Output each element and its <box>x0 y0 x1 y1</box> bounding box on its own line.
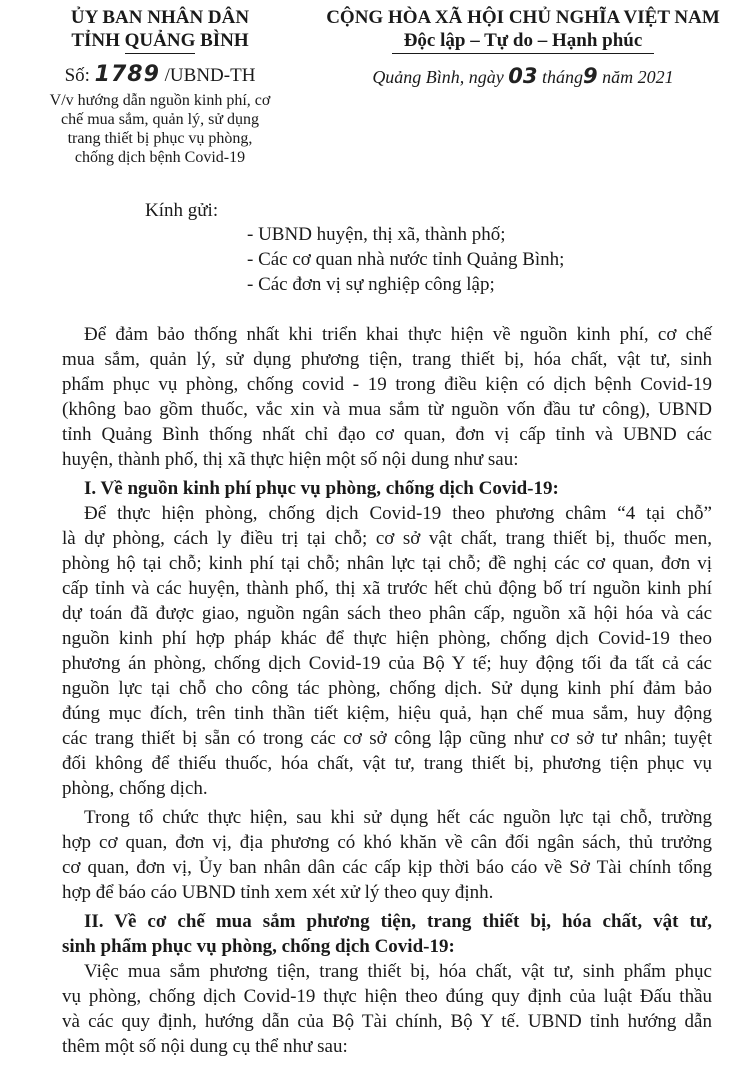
section-1-title: I. Về nguồn kinh phí phục vụ phòng, chống dịch Covid-19: <box>84 478 559 499</box>
date-place: Quảng Bình, ngày <box>372 67 504 87</box>
org-name-line1: ỦY BAN NHÂN DÂN <box>70 7 250 28</box>
text-line: phòng hộ tại chỗ; kinh phí tại chỗ; nhân lực tại chỗ; đề nghị các cơ quan, đơn vị <box>62 553 712 574</box>
addressee-item: - Các đơn vị sự nghiệp công lập; <box>247 274 495 295</box>
text-line: phẩm phục vụ phòng, chống covid - 19 trong điều kiện có dịch bệnh Covid-19 <box>62 374 712 395</box>
addressee-item: - Các cơ quan nhà nước tỉnh Quảng Bình; <box>247 249 565 270</box>
text-line: Trong tổ chức thực hiện, sau khi sử dụng hết các nguồn lực tại chỗ, trường <box>84 807 712 828</box>
text-line: phương án phòng, chống dịch Covid-19 của Bộ Y tế; huy động tối đa tất cả các <box>62 653 712 674</box>
date-month-label: tháng <box>542 67 584 87</box>
document-subject <box>30 91 290 167</box>
org-underline <box>125 53 195 54</box>
document-number-suffix: /UBND-TH <box>164 65 256 86</box>
section-1-paragraph-1 <box>62 501 712 801</box>
document-date <box>318 64 728 88</box>
text-line: thêm một số nội dung cụ thể như sau: <box>62 1036 348 1057</box>
section-2-title <box>62 909 712 959</box>
text-line: sinh phẩm phục vụ phòng, chống dịch Covid-19: <box>62 936 455 957</box>
text-line: cấp tỉnh và các huyện, thành phố, thị xã trước hết chủ động bố trí nguồn kinh phí <box>62 578 712 599</box>
date-month-handwritten: 9 <box>583 64 598 88</box>
text-line: tỉnh Quảng Bình thống nhất chỉ đạo cơ quan, đơn vị cấp tỉnh và UBND các <box>62 424 712 445</box>
subject-line: chế mua sắm, quản lý, sử dụng <box>61 111 259 128</box>
addressee-item: - UBND huyện, thị xã, thành phố; <box>247 224 506 245</box>
text-line: Việc mua sắm phương tiện, trang thiết bị, hóa chất, vật tư, sinh phẩm phục <box>84 961 712 982</box>
text-line: vụ phòng, chống dịch Covid-19 thực hiện theo đúng quy định của luật Đấu thầu <box>62 986 712 1007</box>
subject-line: V/v hướng dẫn nguồn kinh phí, cơ <box>49 92 271 109</box>
text-line: là dự phòng, cách ly điều trị tại chỗ; cơ sở vật chất, trang thiết bị, thuốc men, <box>62 528 712 549</box>
document-body <box>62 322 712 1059</box>
text-line: nguồn lực tại chỗ cho công tác phòng, chống dịch. Sử dụng kinh phí đảm bảo <box>62 678 712 699</box>
text-line: nguồn kinh phí hợp pháp khác để thực hiện phòng, chống dịch Covid-19 theo <box>62 628 712 649</box>
text-line: cơ quan, đơn vị, Ủy ban nhân dân các cấp kịp thời báo cáo về Sở Tài chính tổng <box>62 857 712 878</box>
document-number-handwritten: 1789 <box>94 62 160 87</box>
text-line: các trang thiết bị sẵn có trong các cơ sở công lập cũng như cơ sở tư nhân; tuyệt <box>62 728 712 749</box>
motto-underline <box>392 53 654 54</box>
text-line: (không bao gồm thuốc, vắc xin và mua sắm từ nguồn vốn đầu tư công), UBND <box>62 399 712 420</box>
text-line: hợp để báo cáo UBND tỉnh xem xét xử lý theo quy định. <box>62 882 494 903</box>
document-number <box>30 62 290 87</box>
addressee-list <box>247 222 564 297</box>
text-line: đúng mục đích, trên tinh thần tiết kiệm, hiệu quả, hạn chế mua sắm, huy động <box>62 703 712 724</box>
text-line: phòng, chống dịch. <box>62 778 208 799</box>
date-day-handwritten: 03 <box>508 64 538 88</box>
header-left <box>30 6 290 167</box>
subject-line: trang thiết bị phục vụ phòng, <box>67 130 253 147</box>
text-line: đối không để thiếu thuốc, hóa chất, vật tư, trang thiết bị, phương tiện phục vụ <box>62 753 712 774</box>
document-number-prefix: Số: <box>64 65 90 86</box>
text-line: Để đảm bảo thống nhất khi triển khai thực hiện về nguồn kinh phí, cơ chế <box>84 324 712 345</box>
nation-title: CỘNG HÒA XÃ HỘI CHỦ NGHĨA VIỆT NAM <box>326 7 720 28</box>
text-line: huyện, thành phố, thị xã thực hiện một số nội dung như sau: <box>62 449 519 470</box>
text-line: dự toán đã được giao, nguồn ngân sách theo phân cấp, nguồn xã hội hóa và các <box>62 603 712 624</box>
motto: Độc lập – Tự do – Hạnh phúc <box>403 30 643 51</box>
header-right <box>318 6 728 88</box>
text-line: Để thực hiện phòng, chống dịch Covid-19 theo phương châm “4 tại chỗ” <box>84 503 712 524</box>
text-line: mua sắm, quản lý, sử dụng phương tiện, trang thiết bị, hóa chất, vật tư, sinh <box>62 349 712 370</box>
subject-line: chống dịch bệnh Covid-19 <box>74 149 246 166</box>
section-2-paragraph-1 <box>62 959 712 1059</box>
text-line: và các quy định, hướng dẫn của Bộ Tài chính, Bộ Y tế. UBND tỉnh hướng dẫn <box>62 1011 712 1032</box>
text-line: hợp cơ quan, đơn vị, địa phương có khó khăn về cân đối ngân sách, thủ trưởng <box>62 832 712 853</box>
date-year: năm 2021 <box>602 67 674 87</box>
intro-paragraph <box>62 322 712 472</box>
section-1-paragraph-2 <box>62 805 712 905</box>
addressee-label: Kính gửi: <box>145 200 219 221</box>
text-line: II. Về cơ chế mua sắm phương tiện, trang thiết bị, hóa chất, vật tư, <box>84 911 712 932</box>
org-name-line2: TỈNH QUẢNG BÌNH <box>71 30 249 51</box>
